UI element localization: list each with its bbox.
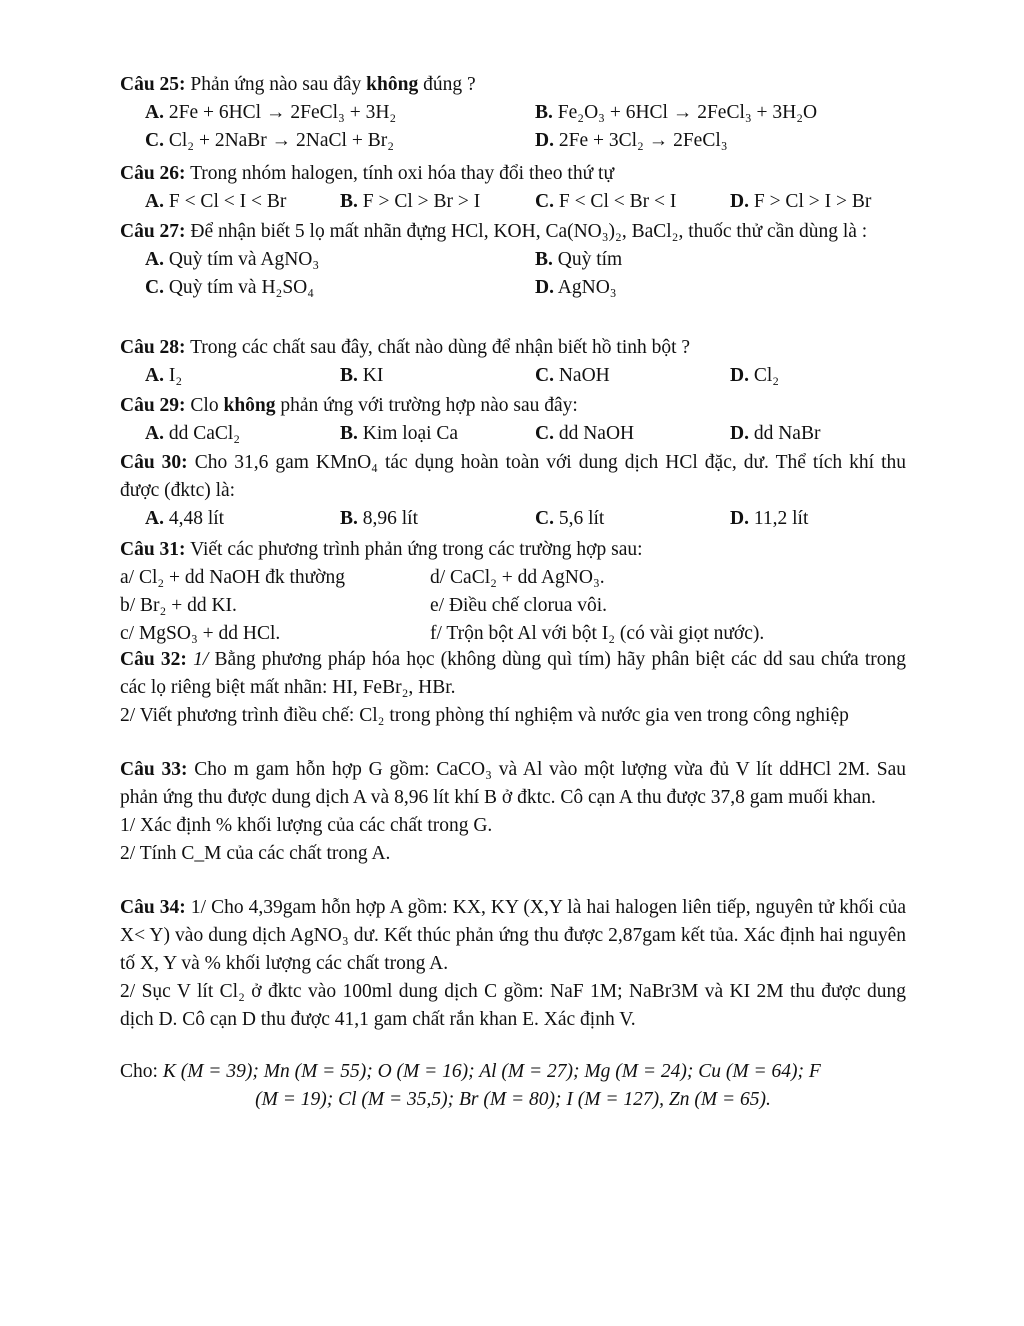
option-b: B. Fe₂O₃ + 6HCl → 2FeCl₃ + 3H₂O <box>535 102 818 123</box>
question-30: Câu 30: Cho 31,6 gam KMnO₄ tác dụng hoàn toàn với dung dịch HCl đặc, dư. Thể tích khí thu được (đktc) là: A. 4,48 lít B. 8,96 lít C. 5,6 lít D. 11,2 lít <box>120 449 906 533</box>
part-2: 2/ Viết phương trình điều chế: Cl₂ trong phòng thí nghiệm và nước gia ven trong công nghiệp <box>120 705 849 726</box>
option-b: B. KI <box>340 365 384 386</box>
item-f: f/ Trộn bột Al với bột I₂ (có vài giọt nước). <box>430 623 765 644</box>
part-1: 1/ Xác định % khối lượng của các chất trong G. <box>120 815 493 836</box>
option-d: D. 2Fe + 3Cl₂ → 2FeCl₃ <box>535 130 728 151</box>
question-33: Câu 33: Cho m gam hỗn hợp G gồm: CaCO₃ và Al vào một lượng vừa đủ V lít ddHCl 2M. Sau phản ứng thu được dung dịch A và 8,96 lít khí B ở đktc. Cô cạn A thu được 37,8 gam muối khan. 1/ Xác định % khối lượng của các chất trong G. 2/ Tính C_M của các chất trong A. <box>120 756 906 868</box>
option-d: D. AgNO₃ <box>535 277 617 298</box>
option-a: A. Quỳ tím và AgNO₃ <box>145 249 320 270</box>
option-c: C. Quỳ tím và H₂SO₄ <box>145 277 315 298</box>
option-b: B. Quỳ tím <box>535 249 623 270</box>
option-d: D. 11,2 lít <box>730 508 809 529</box>
question-27: Câu 27: Để nhận biết 5 lọ mất nhãn đựng HCl, KOH, Ca(NO₃)₂, BaCl₂, thuốc thử cần dùng là : A. Quỳ tím và AgNO₃ B. Quỳ tím C. Quỳ tím và H₂SO₄ D. AgNO₃ <box>120 218 906 302</box>
option-c: C. dd NaOH <box>535 423 635 444</box>
item-c: c/ MgSO₃ + dd HCl. <box>120 623 281 644</box>
option-c: C. 5,6 lít <box>535 508 605 529</box>
question-32: Câu 32: 1/ Bằng phương pháp hóa học (không dùng quì tím) hãy phân biệt các dd sau chứa trong các lọ riêng biệt mất nhãn: HI, FeBr₂, HBr. 2/ Viết phương trình điều chế: Cl₂ trong phòng thí nghiệm và nước gia ven trong công nghiệp <box>120 646 906 730</box>
option-a: A. 2Fe + 6HCl → 2FeCl₃ + 3H₂ <box>145 102 397 123</box>
question-34: Câu 34: 1/ Cho 4,39gam hỗn hợp A gồm: KX, KY (X,Y là hai halogen liên tiếp, nguyên tử khối của X< Y) vào dung dịch AgNO₃ dư. Kết thúc phản ứng thu được 2,87gam kết tủa. Xác định hai nguyên tố X, Y và % khối lượng các chất trong A. 2/ Sục V lít Cl₂ ở đktc vào 100ml dung dịch C gồm: NaF 1M; NaBr3M và KI 2M thu được dung dịch D. Cô cạn D thu được 41,1 gam chất rắn khan E. Xác định V. <box>120 894 906 1034</box>
item-e: e/ Điều chế clorua vôi. <box>430 595 608 616</box>
question-label: Câu 25: <box>120 74 186 95</box>
part-2: 2/ Sục V lít Cl₂ ở đktc vào 100ml dung dịch C gồm: NaF 1M; NaBr3M và KI 2M thu được dung dịch D. Cô cạn D thu được 41,1 gam chất rắn khan E. Xác định V. <box>120 981 906 1030</box>
item-d: d/ CaCl₂ + dd AgNO₃. <box>430 567 605 588</box>
part-2: 2/ Tính C_M của các chất trong A. <box>120 843 391 864</box>
option-c: C. NaOH <box>535 365 610 386</box>
option-a: A. I₂ <box>145 365 183 386</box>
question-31: Câu 31: Viết các phương trình phản ứng trong các trường hợp sau: a/ Cl₂ + dd NaOH đk thường d/ CaCl₂ + dd AgNO₃. b/ Br₂ + dd KI. e/ Điều chế clorua vôi. c/ MgSO₃ + dd HCl. f/ Trộn bột Al với bột I₂ (có vài giọt nước). <box>120 536 906 648</box>
question-25: Câu 25: Phản ứng nào sau đây không đúng ? A. 2Fe + 6HCl → 2FeCl₃ + 3H₂ B. Fe₂O₃ + 6HCl → 2FeCl₃ + 3H₂O C. Cl₂ + 2NaBr → 2NaCl + Br₂ D. 2Fe + 3Cl₂ → 2FeCl₃ <box>120 71 906 155</box>
option-b: B. Kim loại Ca <box>340 423 459 444</box>
item-b: b/ Br₂ + dd KI. <box>120 595 237 616</box>
option-a: A. F < Cl < I < Br <box>145 191 287 212</box>
option-d: D. dd NaBr <box>730 423 821 444</box>
option-b: B. 8,96 lít <box>340 508 419 529</box>
item-a: a/ Cl₂ + dd NaOH đk thường <box>120 567 345 588</box>
question-28: Câu 28: Trong các chất sau đây, chất nào dùng để nhận biết hồ tinh bột ? A. I₂ B. KI C. NaOH D. Cl₂ <box>120 334 906 390</box>
question-26: Câu 26: Trong nhóm halogen, tính oxi hóa thay đổi theo thứ tự A. F < Cl < I < Br B. F > Cl > Br > I C. F < Cl < Br < I D. F > Cl > I > Br <box>120 160 906 216</box>
option-d: D. F > Cl > I > Br <box>730 191 872 212</box>
option-a: A. dd CaCl₂ <box>145 423 241 444</box>
question-29: Câu 29: Clo không phản ứng với trường hợp nào sau đây: A. dd CaCl₂ B. Kim loại Ca C. dd NaOH D. dd NaBr <box>120 392 906 448</box>
atomic-masses-note: Cho: K (M = 39); Mn (M = 55); O (M = 16); Al (M = 27); Mg (M = 24); Cu (M = 64); F (M = 19); Cl (M = 35,5); Br (M = 80); I (M = 127), Zn (M = 65). <box>120 1061 821 1110</box>
option-b: B. F > Cl > Br > I <box>340 191 481 212</box>
option-d: D. Cl₂ <box>730 365 780 386</box>
option-c: C. Cl₂ + 2NaBr → 2NaCl + Br₂ <box>145 130 395 151</box>
option-a: A. 4,48 lít <box>145 508 225 529</box>
option-c: C. F < Cl < Br < I <box>535 191 677 212</box>
